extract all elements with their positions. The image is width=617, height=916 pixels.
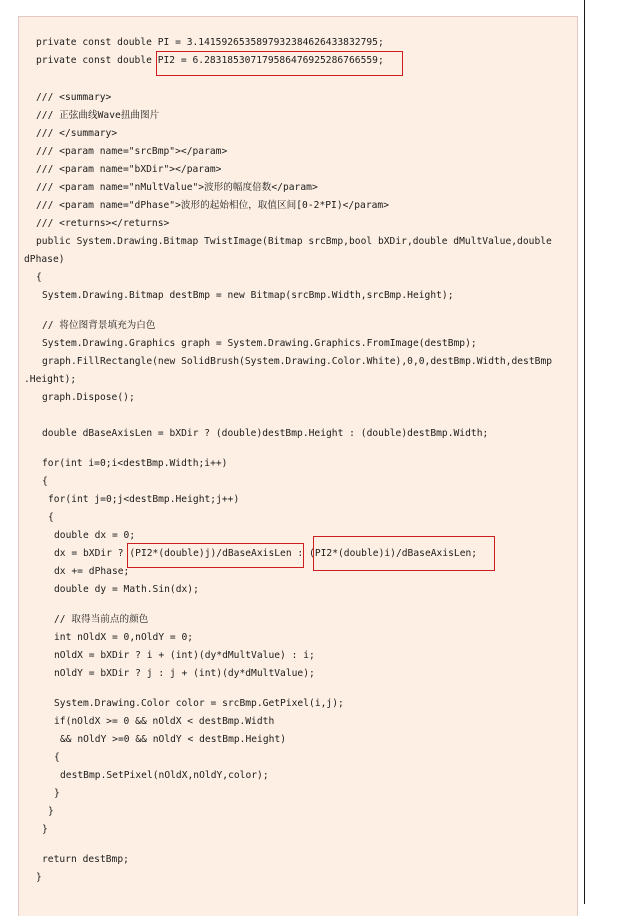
code-line: /// <param name="bXDir"></param>	[36, 164, 222, 175]
code-line: }	[36, 872, 42, 883]
code-line: // 取得当前点的颜色	[54, 614, 149, 625]
code-line: destBmp.SetPixel(nOldX,nOldY,color);	[60, 770, 269, 781]
code-line: /// <returns></returns>	[36, 218, 170, 229]
code-line: /// </summary>	[36, 128, 118, 139]
code-line: dx = bXDir ? (PI2*(double)j)/dBaseAxisLen : (PI2*(double)i)/dBaseAxisLen;	[54, 548, 478, 559]
code-line: if(nOldX >= 0 && nOldX < destBmp.Width	[54, 716, 275, 727]
vertical-divider	[584, 0, 585, 904]
code-line: // 将位图背景填充为白色	[42, 320, 156, 331]
code-line: public System.Drawing.Bitmap TwistImage(Bitmap srcBmp,bool bXDir,double dMultValue,double	[36, 236, 552, 247]
code-line: /// <summary>	[36, 92, 112, 103]
code-line: /// <param name="srcBmp"></param>	[36, 146, 228, 157]
code-line: dPhase)	[24, 254, 65, 265]
code-line: private const double PI2 = 6.283185307179586476925286766559;	[36, 55, 384, 66]
code-line: return destBmp;	[42, 854, 129, 865]
code-line: double dx = 0;	[54, 530, 136, 541]
code-line: {	[48, 512, 54, 523]
code-line: .Height);	[24, 374, 77, 385]
code-line: {	[54, 752, 60, 763]
code-line: nOldY = bXDir ? j : j + (int)(dy*dMultValue);	[54, 668, 315, 679]
code-line: nOldX = bXDir ? i + (int)(dy*dMultValue) : i;	[54, 650, 315, 661]
code-line: {	[36, 272, 42, 283]
code-line: System.Drawing.Color color = srcBmp.GetPixel(i,j);	[54, 698, 344, 709]
code-line: /// <param name="nMultValue">波形的幅度倍数</param>	[36, 182, 318, 193]
code-line: {	[42, 476, 48, 487]
code-line: System.Drawing.Graphics graph = System.Drawing.Graphics.FromImage(destBmp);	[42, 338, 477, 349]
code-line: int nOldX = 0,nOldY = 0;	[54, 632, 194, 643]
code-line: }	[42, 824, 48, 835]
code-line: graph.Dispose();	[42, 392, 135, 403]
code-line: for(int j=0;j<destBmp.Height;j++)	[48, 494, 240, 505]
code-line: double dy = Math.Sin(dx);	[54, 584, 199, 595]
code-line: /// <param name="dPhase">波形的起始相位，取值区间[0-2*PI)</param>	[36, 200, 389, 211]
code-line: for(int i=0;i<destBmp.Width;i++)	[42, 458, 228, 469]
code-line: /// 正弦曲线Wave扭曲图片	[36, 110, 160, 121]
code-line: private const double PI = 3.1415926535897932384626433832795;	[36, 37, 384, 48]
code-line: }	[48, 806, 54, 817]
code-line: graph.FillRectangle(new SolidBrush(System.Drawing.Color.White),0,0,destBmp.Width,destBmp	[42, 356, 553, 367]
code-line: }	[54, 788, 60, 799]
code-line: dx += dPhase;	[54, 566, 130, 577]
code-line: && nOldY >=0 && nOldY < destBmp.Height)	[60, 734, 287, 745]
code-line: double dBaseAxisLen = bXDir ? (double)destBmp.Height : (double)destBmp.Width;	[42, 428, 489, 439]
code-line: System.Drawing.Bitmap destBmp = new Bitmap(srcBmp.Width,srcBmp.Height);	[42, 290, 454, 301]
